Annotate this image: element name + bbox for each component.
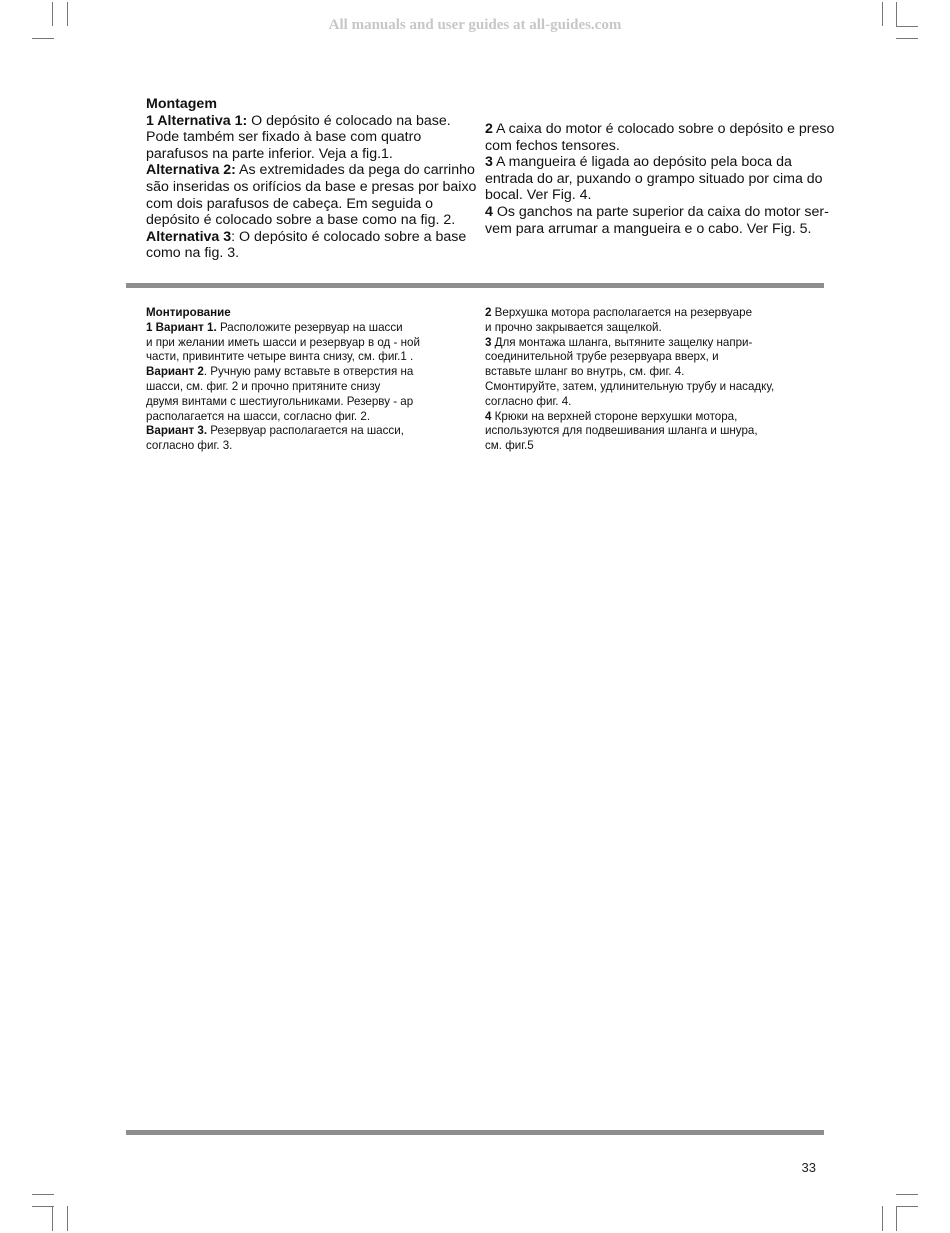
- crop-mark: [882, 1206, 883, 1231]
- line-text: entrada do ar, puxando o grampo situado por cima do: [485, 170, 823, 187]
- text-line: [146, 229, 476, 246]
- watermark: All manuals and user guides at all-guides.com: [328, 17, 622, 33]
- text-line: [485, 410, 774, 425]
- text-line: [146, 410, 420, 425]
- line-text: com dois parafusos de cabeça. Em seguida o: [146, 195, 434, 212]
- text-line: [485, 380, 774, 395]
- line-text: Верхушка мотора располагается на резервуаре: [491, 306, 753, 319]
- line-text: Смонтируйте, затем, удлинительную трубу и насадку,: [485, 379, 775, 393]
- text-line: [485, 138, 834, 155]
- text-line: [485, 424, 774, 439]
- russian-left-column: [146, 306, 420, 454]
- text-line: [485, 171, 834, 188]
- crop-mark: [32, 38, 54, 39]
- line-text: и при желании иметь шасси и резервуар в од - ной: [146, 335, 420, 349]
- bold-lead: 2: [485, 121, 493, 137]
- line-text: : O depósito é colocado sobre a base: [231, 228, 467, 245]
- text-line: [146, 439, 420, 454]
- bold-lead: Вариант 3.: [146, 424, 208, 438]
- line-text: depósito é colocado sobre a base como na fig. 2.: [146, 212, 456, 229]
- line-text: Резервуар располагается на шасси,: [207, 424, 404, 438]
- crop-mark: [896, 1194, 918, 1195]
- text-line: [146, 146, 476, 163]
- line-text: A mangueira é ligada ao depósito pela boca da: [492, 154, 792, 171]
- bold-lead: 4: [485, 203, 493, 220]
- ru-left-lines: [146, 321, 420, 454]
- text-line: [485, 221, 834, 238]
- text-line: [146, 350, 420, 365]
- line-text: Расположите резервуар на шасси: [216, 320, 403, 334]
- bold-lead: 4: [485, 409, 492, 423]
- ru-right-lines: [485, 306, 774, 454]
- line-text: como na fig. 3.: [146, 245, 240, 262]
- text-line: [485, 336, 774, 351]
- text-line: [485, 321, 774, 336]
- page-number: 33: [801, 1160, 816, 1175]
- line-text: A caixa do motor é colocado sobre o depósito e preso: [492, 121, 835, 137]
- divider-rule: [126, 283, 824, 288]
- bold-lead: 3: [485, 335, 492, 349]
- text-line: [485, 365, 774, 380]
- text-line: [485, 154, 834, 171]
- text-line: [146, 395, 420, 410]
- line-text: Для монтажа шланга, вытяните защелку напри-: [491, 335, 753, 349]
- line-text: двумя винтами с шестиугольниками. Резерву - ар: [146, 394, 414, 408]
- line-text: вставьте шланг во внутрь, см. фиг. 4.: [485, 365, 685, 379]
- text-line: [485, 187, 834, 204]
- crop-mark: [896, 38, 918, 39]
- russian-right-column: [485, 306, 774, 454]
- line-text: com fechos tensores.: [485, 137, 620, 154]
- crop-mark: [32, 1194, 54, 1195]
- text-line: [146, 129, 476, 146]
- line-text: Os ganchos na parte superior da caixa do motor ser-: [492, 203, 829, 220]
- text-line: [146, 162, 476, 179]
- text-line: [485, 121, 834, 138]
- crop-mark: [896, 1206, 897, 1231]
- portuguese-right-column: [485, 121, 834, 237]
- text-line: [485, 439, 774, 454]
- text-line: [485, 350, 774, 365]
- text-line: [146, 424, 420, 439]
- line-text: располагается на шасси, согласно фиг. 2.: [146, 409, 371, 423]
- section-title-ru: Монтирование: [146, 306, 231, 319]
- line-text: O depósito é colocado na base.: [247, 112, 451, 129]
- footer-rule: [126, 1130, 824, 1135]
- pt-right-lines: [485, 121, 834, 237]
- crop-mark: [67, 1206, 68, 1231]
- line-text: соединительной трубе резервуара вверх, и: [485, 350, 719, 364]
- bold-lead: Alternativa 2:: [146, 162, 236, 179]
- line-text: см. фиг.5: [485, 439, 534, 453]
- bold-lead: 2: [485, 306, 492, 319]
- text-line: [146, 336, 420, 351]
- line-text: bocal. Ver Fig. 4.: [485, 187, 592, 204]
- line-text: используются для подвешивания шланга и шнура,: [485, 424, 758, 438]
- line-text: и прочно закрывается защелкой.: [485, 320, 662, 334]
- section-title-pt: Montagem: [146, 96, 217, 112]
- text-line: [146, 212, 476, 229]
- text-line: [146, 365, 420, 380]
- line-text: vem para arrumar a mangueira e o cabo. Ver Fig. 5.: [485, 220, 812, 237]
- line-text: são inseridas os orifícios da base e presas por baixo: [146, 178, 477, 195]
- line-text: parafusos na parte inferior. Veja a fig.1.: [146, 145, 393, 162]
- line-text: согласно фиг. 4.: [485, 394, 572, 408]
- text-line: [146, 179, 476, 196]
- text-line: [485, 204, 834, 221]
- bold-lead: Alternativa 3: [146, 228, 232, 245]
- line-text: части, привинтите четыре винта снизу, см. фиг.1 .: [146, 350, 414, 364]
- line-text: Pode também ser fixado à base com quatro: [146, 129, 422, 146]
- crop-mark: [32, 1206, 54, 1207]
- text-line: [146, 113, 476, 130]
- text-line: [146, 196, 476, 213]
- text-line: [146, 321, 420, 336]
- text-line: [146, 245, 476, 262]
- portuguese-left-column: [146, 96, 476, 262]
- text-line: [485, 395, 774, 410]
- line-text: согласно фиг. 3.: [146, 439, 233, 453]
- text-line: [485, 306, 774, 321]
- crop-mark: [52, 1206, 53, 1231]
- line-text: шасси, см. фиг. 2 и прочно притяните снизу: [146, 379, 381, 393]
- line-text: Крюки на верхней стороне верхушки мотора,: [491, 409, 738, 423]
- text-line: [146, 380, 420, 395]
- crop-mark: [896, 1206, 918, 1207]
- line-text: . Ручную раму вставьте в отверстия на: [203, 365, 414, 379]
- bold-lead: 3: [485, 154, 493, 171]
- bold-lead: 1 Alternativa 1:: [146, 112, 248, 129]
- bold-lead: Вариант 2: [146, 365, 204, 379]
- line-text: As extremidades da pega do carrinho: [235, 162, 475, 179]
- pt-left-lines: [146, 113, 476, 262]
- bold-lead: 1 Вариант 1.: [146, 320, 217, 334]
